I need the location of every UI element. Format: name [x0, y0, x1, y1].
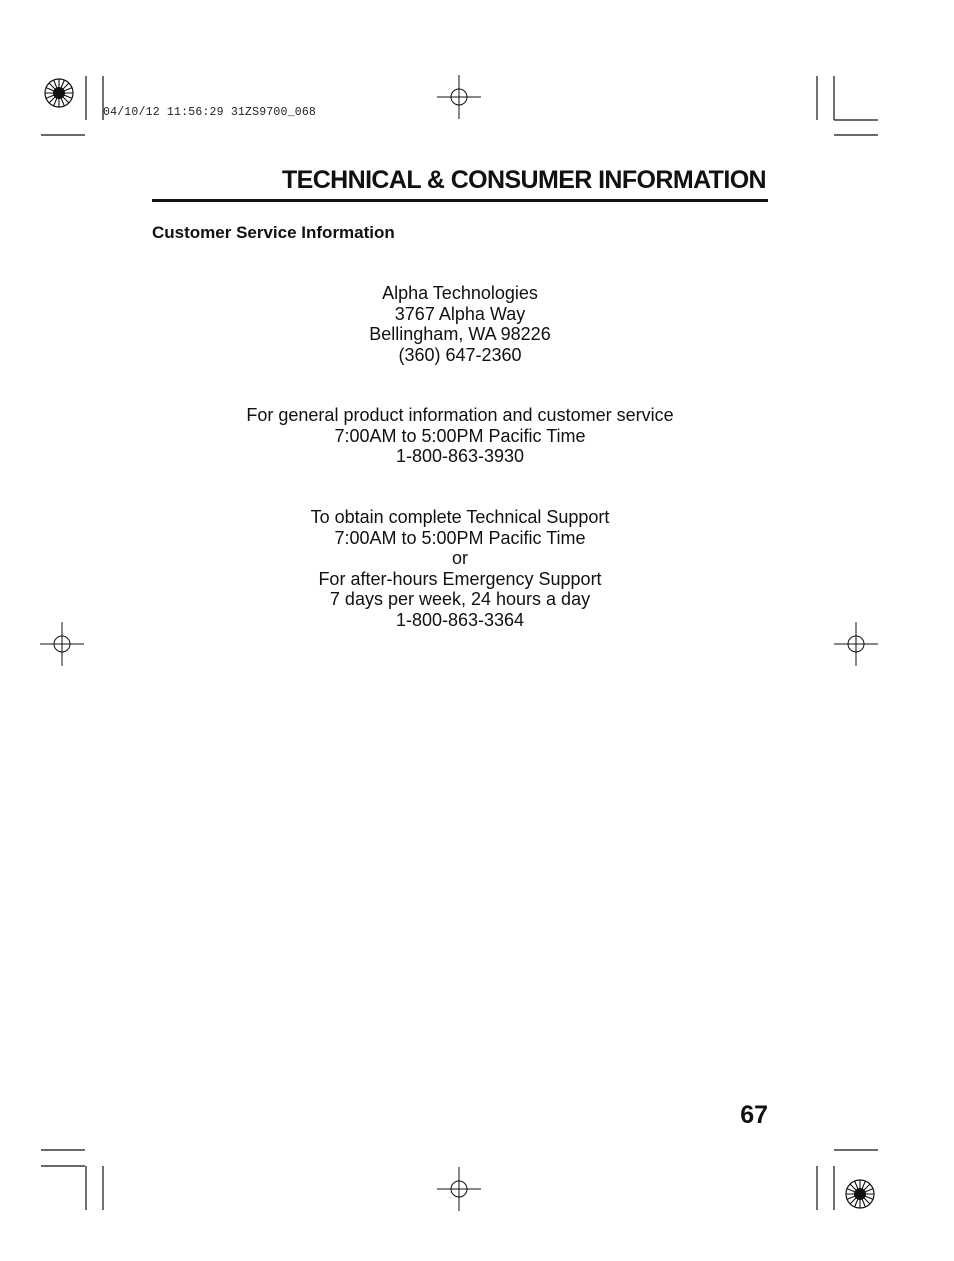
- crosshair-icon: [40, 622, 84, 666]
- print-slug: 04/10/12 11:56:29 31ZS9700_068: [103, 106, 317, 119]
- crosshair-icon: [437, 75, 481, 119]
- general-service-description: For general product information and customer service: [246, 405, 674, 425]
- registration-target-icon: [846, 1180, 874, 1208]
- technical-support-block: [152, 507, 768, 630]
- general-service-hours: 7:00AM to 5:00PM Pacific Time: [334, 425, 586, 446]
- technical-support-phone: 1-800-863-3364: [395, 609, 525, 630]
- registration-target-icon: [45, 79, 73, 107]
- emergency-support-description: For after-hours Emergency Support: [318, 568, 602, 589]
- address-block: [152, 283, 768, 365]
- section-heading: Customer Service Information: [152, 223, 395, 242]
- street-address: 3767 Alpha Way: [394, 303, 526, 324]
- general-service-block: [152, 405, 768, 467]
- city-state-zip: Bellingham, WA 98226: [369, 324, 551, 344]
- crosshair-icon: [834, 622, 878, 666]
- page-title: TECHNICAL & CONSUMER INFORMATION: [281, 166, 766, 194]
- technical-support-description: To obtain complete Technical Support: [310, 507, 610, 527]
- emergency-support-availability: 7 days per week, 24 hours a day: [329, 589, 591, 609]
- technical-support-conjunction: or: [451, 548, 468, 568]
- page-number: 67: [740, 1101, 768, 1129]
- general-service-phone: 1-800-863-3930: [395, 446, 525, 466]
- crosshair-icon: [437, 1167, 481, 1211]
- company-name: Alpha Technologies: [382, 283, 538, 303]
- title-underline: [152, 199, 768, 202]
- company-phone: (360) 647-2360: [398, 344, 522, 365]
- technical-support-hours: 7:00AM to 5:00PM Pacific Time: [334, 527, 586, 548]
- crop-mark-icon: [41, 76, 878, 1210]
